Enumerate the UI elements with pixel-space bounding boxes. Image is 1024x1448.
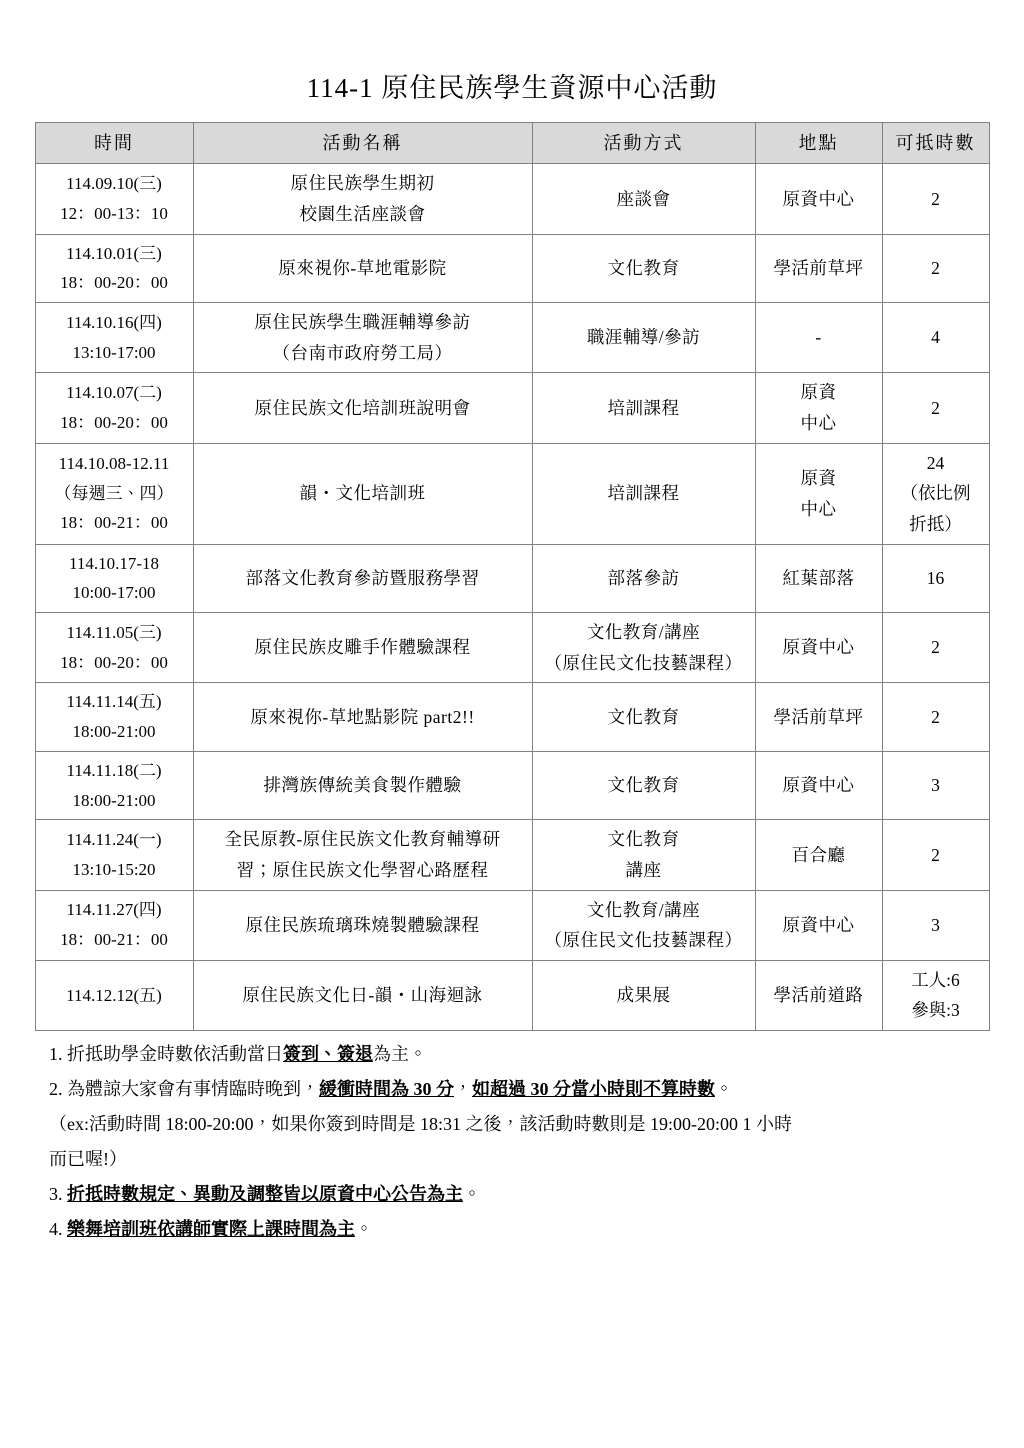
cell-location: [755, 234, 882, 303]
cell-time-line: 12：00-13：10: [60, 204, 168, 224]
activity-schedule-table: [35, 122, 990, 1031]
note-3-emphasis: 折抵時數規定、異動及調整皆以原資中心公告為主: [67, 1184, 463, 1205]
cell-time: [35, 890, 193, 960]
note-4-emphasis: 樂舞培訓班依講師實際上課時間為主: [67, 1219, 355, 1240]
cell-activity-name-line: 原來視你-草地電影院: [278, 258, 447, 279]
note-item-3: [35, 1177, 989, 1212]
cell-time-line: 10:00-17:00: [72, 583, 156, 603]
cell-location-line: 原資中心: [782, 637, 855, 658]
cell-activity-method-line: 職涯輔導/參訪: [586, 327, 701, 348]
note-2-text-e: 。: [715, 1079, 733, 1100]
cell-activity-name: [193, 303, 532, 373]
cell-time-line: 13:10-15:20: [72, 859, 156, 879]
cell-activity-method: [532, 960, 755, 1030]
cell-activity-method: [532, 683, 755, 752]
cell-credit-hours: [882, 683, 989, 752]
cell-credit-hours-line: 2: [931, 706, 940, 727]
cell-activity-method: [532, 373, 755, 443]
note-4-text-b: 。: [355, 1219, 373, 1240]
cell-time-line: 114.12.12(五): [66, 985, 162, 1005]
cell-location-line: 紅葉部落: [782, 567, 855, 588]
cell-activity-name-line: 原住民族文化日-韻・山海迴詠: [242, 985, 483, 1006]
cell-activity-name: [193, 234, 532, 303]
cell-time-line: 18:00-21:00: [72, 790, 156, 810]
table-row: [35, 683, 989, 752]
cell-location-line: 學活前道路: [773, 985, 864, 1006]
cell-location: [755, 820, 882, 890]
cell-time: [35, 751, 193, 820]
cell-time-line: 114.11.24(一): [66, 830, 162, 850]
cell-location: [755, 443, 882, 544]
note-1-emphasis: 簽到、簽退: [283, 1044, 373, 1065]
cell-credit-hours-line: 4: [931, 327, 940, 348]
cell-activity-method-line: 文化教育/講座: [586, 899, 701, 920]
cell-credit-hours-line: 2: [931, 397, 940, 418]
cell-activity-name-line: 原住民族琉璃珠燒製體驗課程: [245, 914, 480, 935]
column-header-activity-method: 活動方式: [532, 123, 755, 164]
table-row: [35, 890, 989, 960]
cell-credit-hours-line: 折抵）: [909, 513, 962, 534]
cell-activity-name: [193, 544, 532, 613]
cell-time: [35, 303, 193, 373]
table-row: [35, 234, 989, 303]
table-row: [35, 820, 989, 890]
cell-location-line: 原資: [800, 467, 837, 488]
cell-location: [755, 683, 882, 752]
cell-activity-name-line: （台南市政府勞工局）: [272, 342, 453, 363]
cell-credit-hours: [882, 751, 989, 820]
cell-location-line: 學活前草坪: [773, 706, 864, 727]
cell-activity-method: [532, 164, 755, 234]
page-title: 114-1 原住民族學生資源中心活動: [306, 73, 718, 103]
cell-activity-method-line: 文化教育: [607, 775, 680, 796]
cell-time-line: 114.10.16(四): [66, 313, 162, 333]
cell-location: [755, 751, 882, 820]
cell-activity-name: [193, 683, 532, 752]
cell-time-line: 114.11.27(四): [66, 900, 162, 920]
cell-credit-hours-line: 3: [931, 775, 940, 796]
cell-location: [755, 890, 882, 960]
cell-time-line: 18：00-21：00: [60, 930, 168, 950]
note-2-number: 2.: [49, 1079, 63, 1100]
column-header-activity-name: 活動名稱: [193, 123, 532, 164]
cell-time-line: 18：00-20：00: [60, 273, 168, 293]
cell-credit-hours-line: 2: [931, 188, 940, 209]
cell-credit-hours: [882, 544, 989, 613]
note-1-number: 1.: [49, 1044, 63, 1065]
cell-credit-hours-line: （依比例: [900, 483, 971, 504]
cell-location-line: 原資中心: [782, 188, 855, 209]
cell-time-line: 114.09.10(三): [66, 174, 162, 194]
cell-time: [35, 613, 193, 683]
cell-credit-hours-line: 2: [931, 844, 940, 865]
cell-time: [35, 544, 193, 613]
cell-activity-name-line: 韻・文化培訓班: [299, 483, 426, 504]
cell-time-line: 114.10.17-18: [68, 553, 160, 573]
cell-credit-hours: [882, 890, 989, 960]
cell-activity-name: [193, 373, 532, 443]
cell-activity-name-line: 排灣族傳統美食製作體驗: [263, 775, 462, 796]
cell-credit-hours-line: 2: [931, 258, 940, 279]
cell-time-line: 18：00-21：00: [60, 513, 168, 533]
cell-activity-name-line: 原住民族文化培訓班說明會: [254, 397, 471, 418]
cell-time-line: （每週三、四）: [54, 483, 174, 503]
cell-activity-method-line: 文化教育: [607, 258, 680, 279]
cell-activity-name-line: 全民原教-原住民族文化教育輔導研: [224, 829, 501, 850]
table-body: [35, 164, 989, 1031]
cell-activity-name-line: 原住民族學生職涯輔導參訪: [254, 312, 471, 333]
cell-location: [755, 544, 882, 613]
cell-time: [35, 960, 193, 1030]
cell-credit-hours: [882, 820, 989, 890]
notes-section: [35, 1037, 989, 1248]
cell-activity-name-line: 部落文化教育參訪暨服務學習: [245, 567, 480, 588]
cell-credit-hours-line: 3: [931, 914, 940, 935]
table-header: [35, 123, 989, 164]
cell-activity-name: [193, 890, 532, 960]
column-header-location: 地點: [755, 123, 882, 164]
cell-location-line: 百合廳: [791, 844, 846, 865]
cell-location-line: -: [815, 327, 822, 348]
cell-credit-hours-line: 工人:6: [911, 969, 960, 990]
cell-activity-name-line: 習；原住民族文化學習心路歷程: [236, 859, 489, 880]
cell-time-line: 13:10-17:00: [72, 342, 156, 362]
cell-location-line: 學活前草坪: [773, 258, 864, 279]
cell-activity-name-line: 原住民族皮雕手作體驗課程: [254, 637, 471, 658]
note-3-text-b: 。: [463, 1184, 481, 1205]
cell-activity-method: [532, 613, 755, 683]
cell-activity-method: [532, 544, 755, 613]
cell-time-line: 18：00-20：00: [60, 652, 168, 672]
cell-time: [35, 820, 193, 890]
cell-time-line: 114.11.14(五): [66, 692, 162, 712]
cell-activity-method-line: 講座: [625, 859, 662, 880]
note-1-text-a: 折抵助學金時數依活動當日: [67, 1044, 283, 1065]
cell-credit-hours-line: 參與:3: [911, 1000, 960, 1021]
table-row: [35, 544, 989, 613]
cell-time-line: 18：00-20：00: [60, 413, 168, 433]
cell-location: [755, 960, 882, 1030]
cell-activity-method-line: 文化教育/講座: [586, 622, 701, 643]
table-row: [35, 960, 989, 1030]
cell-credit-hours: [882, 443, 989, 544]
note-4-number: 4.: [49, 1219, 63, 1240]
cell-time-line: 18:00-21:00: [72, 722, 156, 742]
note-2-text-a: 為體諒大家會有事情臨時晚到，: [67, 1079, 319, 1100]
table-row: [35, 373, 989, 443]
cell-location-line: 原資: [800, 382, 837, 403]
cell-activity-method-line: 培訓課程: [607, 483, 680, 504]
cell-activity-method: [532, 751, 755, 820]
cell-time: [35, 683, 193, 752]
cell-activity-name-line: 原來視你-草地點影院 part2!!: [250, 706, 475, 727]
cell-activity-name: [193, 960, 532, 1030]
table-row: [35, 751, 989, 820]
note-item-1: [35, 1037, 989, 1072]
cell-time-line: 114.10.08-12.11: [58, 453, 170, 473]
cell-time: [35, 234, 193, 303]
cell-credit-hours-line: 16: [926, 567, 945, 588]
note-3-number: 3.: [49, 1184, 63, 1205]
cell-location: [755, 373, 882, 443]
cell-credit-hours: [882, 164, 989, 234]
cell-credit-hours: [882, 960, 989, 1030]
cell-activity-method: [532, 234, 755, 303]
cell-activity-method-line: 座談會: [616, 188, 671, 209]
column-header-time: 時間: [35, 123, 193, 164]
cell-activity-method-line: （原住民文化技藝課程）: [544, 652, 743, 673]
note-1-text-c: 為主。: [373, 1044, 427, 1065]
cell-activity-method-line: （原住民文化技藝課程）: [544, 930, 743, 951]
cell-activity-name: [193, 613, 532, 683]
note-2-emphasis-1: 緩衝時間為 30 分: [319, 1079, 454, 1100]
cell-time-line: 114.10.07(二): [66, 383, 162, 403]
cell-activity-method-line: 文化教育: [607, 706, 680, 727]
cell-time: [35, 443, 193, 544]
cell-credit-hours-line: 24: [926, 452, 945, 473]
note-2-example-line-1: （ex:活動時間 18:00-20:00，如果你簽到時間是 18:31 之後，該活動時數則是 19:00-20:00 1 小時: [49, 1114, 792, 1135]
cell-location: [755, 613, 882, 683]
cell-credit-hours-line: 2: [931, 637, 940, 658]
cell-activity-method: [532, 303, 755, 373]
cell-activity-method-line: 培訓課程: [607, 397, 680, 418]
table-header-row: [35, 123, 989, 164]
cell-time-line: 114.11.05(三): [66, 622, 162, 642]
cell-activity-name-line: 校園生活座談會: [299, 204, 426, 225]
table-row: [35, 303, 989, 373]
note-item-2: [35, 1072, 989, 1107]
cell-time-line: 114.10.01(三): [66, 243, 162, 263]
cell-activity-name: [193, 751, 532, 820]
cell-activity-name-line: 原住民族學生期初: [290, 173, 435, 194]
cell-activity-method: [532, 890, 755, 960]
cell-time: [35, 373, 193, 443]
cell-location-line: 原資中心: [782, 914, 855, 935]
cell-activity-method-line: 文化教育: [607, 829, 680, 850]
cell-credit-hours: [882, 613, 989, 683]
note-item-4: [35, 1212, 989, 1247]
cell-time-line: 114.11.18(二): [66, 760, 162, 780]
cell-credit-hours: [882, 373, 989, 443]
cell-location-line: 中心: [800, 413, 837, 434]
column-header-credit-hours: 可抵時數: [882, 123, 989, 164]
cell-activity-method-line: 部落參訪: [607, 567, 680, 588]
cell-location-line: 中心: [800, 498, 837, 519]
note-2-emphasis-2: 如超過 30 分當小時則不算時數: [472, 1079, 715, 1100]
cell-activity-name: [193, 164, 532, 234]
table-row: [35, 164, 989, 234]
cell-location: [755, 164, 882, 234]
table-row: [35, 613, 989, 683]
cell-activity-name: [193, 820, 532, 890]
cell-activity-method-line: 成果展: [616, 985, 671, 1006]
note-2-text-c: ，: [454, 1079, 472, 1100]
cell-time: [35, 164, 193, 234]
cell-activity-method: [532, 820, 755, 890]
cell-activity-method: [532, 443, 755, 544]
cell-location: [755, 303, 882, 373]
cell-activity-name: [193, 443, 532, 544]
cell-credit-hours: [882, 234, 989, 303]
table-row: [35, 443, 989, 544]
cell-credit-hours: [882, 303, 989, 373]
note-2-example-line-2: 而已喔!）: [49, 1149, 127, 1170]
cell-location-line: 原資中心: [782, 775, 855, 796]
